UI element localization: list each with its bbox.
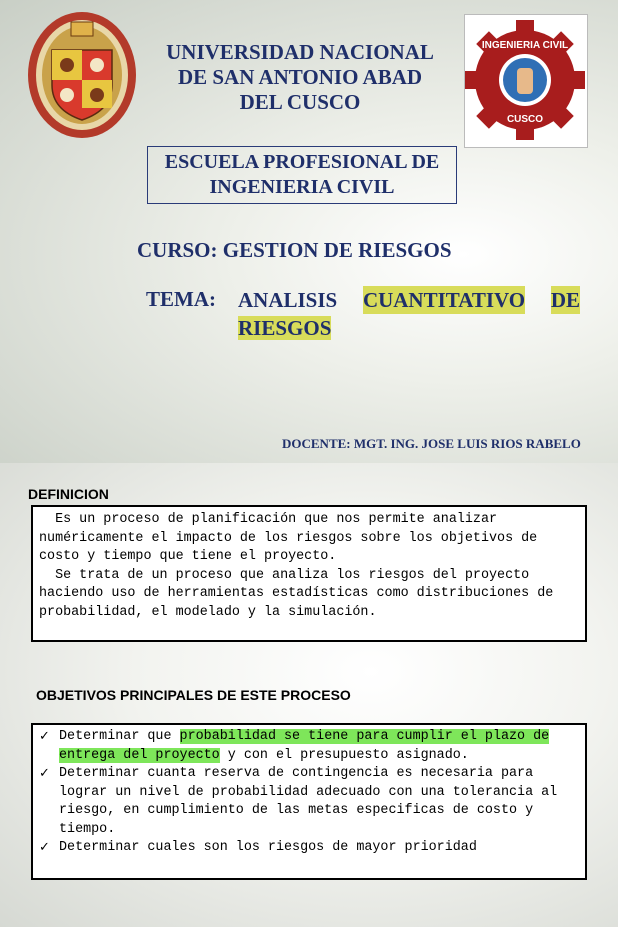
course-title: CURSO: GESTION DE RIESGOS [137,238,452,262]
university-crest-logo [27,10,137,140]
topic-label: TEMA: [146,287,216,311]
definition-paragraph-1: Es un proceso de planificación que nos permite analizar numéricamente el impacto de los riesgos sobre los objetivos de costo y tiempo que tiene el proyecto. [39,512,546,564]
list-item [39,765,579,839]
checkmark-icon: ✓ [39,766,50,781]
objective-1-pre: Determinar que [59,729,180,744]
title-slide [0,0,618,463]
definition-heading: DEFINICION [28,486,109,502]
objective-1-post: y con el presupuesto asignado. [219,747,469,763]
objective-1-highlight: probabilidad se tiene para cumplir el plazo de entrega del proyecto [59,729,550,763]
objectives-heading: OBJETIVOS PRINCIPALES DE ESTE PROCESO [36,687,351,703]
list-item [39,839,579,858]
objective-2: Determinar cuanta reserva de contingencia es necesaria para lograr un nivel de probabilidad adecuado con una tolerancia al riesgo, en cumplimiento de las metas especificas de costo y tiempo. [59,766,558,837]
civil-engineering-logo [464,14,588,148]
university-line-3: DEL CUSCO [239,90,361,114]
checkmark-icon: ✓ [39,840,50,855]
topic-title [238,286,580,342]
objectives-box [31,723,587,880]
definition-box [31,505,587,642]
university-name [150,40,450,115]
school-line-1: ESCUELA PROFESIONAL DE [164,151,440,173]
topic-word-2: CUANTITATIVO [362,288,526,312]
topic-line-2: RIESGOS [238,316,332,340]
university-line-2: DE SAN ANTONIO ABAD [177,65,423,89]
teacher-name: DOCENTE: MGT. ING. JOSE LUIS RIOS RABELO [282,436,581,451]
school-name-box [147,146,457,204]
objective-1 [59,728,579,765]
list-item [39,728,579,765]
topic-word-1: ANALISIS [238,288,338,312]
school-line-2: INGENIERIA CIVIL [209,176,395,198]
logo-text-bottom: CUSCO [506,114,544,125]
university-line-1: UNIVERSIDAD NACIONAL [166,40,434,64]
checkmark-icon: ✓ [39,729,50,744]
definition-paragraph-2: Se trata de un proceso que analiza los riesgos del proyecto haciendo uso de herramientas estadísticas como distribuciones de probabilidad, el modelado y la simulación. [39,567,562,620]
objective-3: Determinar cuales son los riesgos de mayor prioridad [59,840,477,855]
gear-icon [465,15,585,145]
logo-text-top: INGENIERIA CIVIL [481,40,569,51]
topic-word-3: DE [550,288,580,312]
